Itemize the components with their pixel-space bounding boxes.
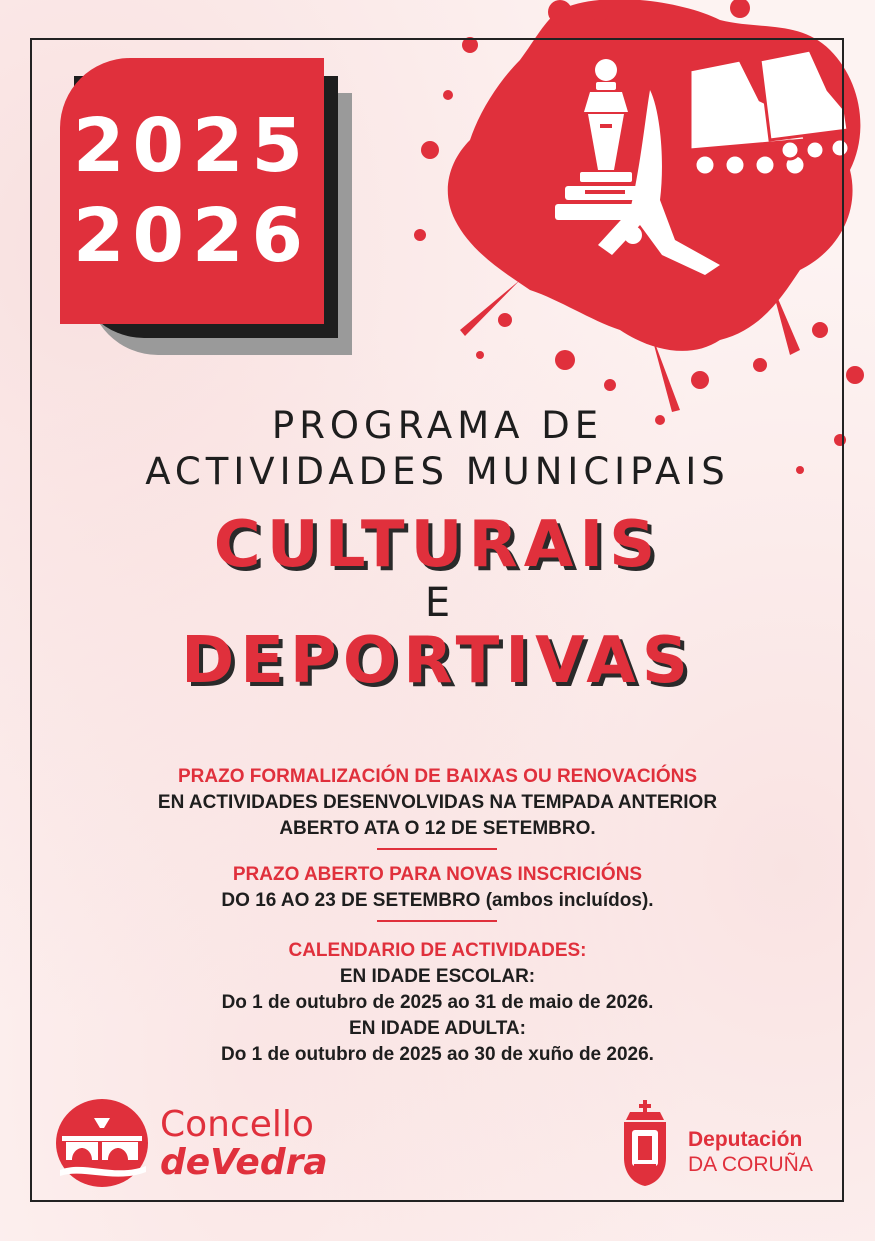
year-badge [60, 58, 324, 324]
section-3-line-4: Do 1 de outubro de 2025 ao 30 de xuño de 2026. [221, 1044, 654, 1065]
section-1-line-2: ABERTO ATA O 12 DE SETEMBRO. [279, 818, 596, 839]
section-1-heading: PRAZO FORMALIZACIÓN DE BAIXAS OU RENOVACIÓNS [178, 766, 697, 787]
title-line-2: ACTIVIDADES MUNICIPAIS [145, 450, 730, 493]
section-2-heading: PRAZO ABERTO PARA NOVAS INSCRICIÓNS [232, 864, 643, 885]
deputacion-logo-line-2: DA CORUÑA [688, 1153, 813, 1176]
section-3-line-2: Do 1 de outubro de 2025 ao 31 de maio de 2026. [221, 992, 654, 1013]
concello-logo-line-1: Concello [160, 1104, 314, 1145]
year-end: 2026 [73, 193, 311, 279]
title-culturais: CULTURAIS [213, 508, 662, 582]
title-connector: E [424, 580, 451, 626]
year-start: 2025 [73, 103, 311, 189]
section-1-line-1: EN ACTIVIDADES DESENVOLVIDAS NA TEMPADA ANTERIOR [157, 792, 718, 813]
divider [377, 848, 497, 850]
section-3-heading: CALENDARIO DE ACTIVIDADES: [288, 940, 587, 961]
deputacion-logo-line-1: Deputación [688, 1128, 803, 1151]
section-3-line-1: EN IDADE ESCOLAR: [339, 966, 536, 987]
section-3-line-3: EN IDADE ADULTA: [349, 1018, 526, 1039]
title-deportivas: DEPORTIVAS [181, 624, 694, 698]
concello-logo-line-2: deVedra [160, 1142, 328, 1183]
divider [377, 920, 497, 922]
title-line-1: PROGRAMA DE [271, 404, 604, 447]
section-2-line-1: DO 16 AO 23 DE SETEMBRO (ambos incluídos). [221, 890, 654, 911]
